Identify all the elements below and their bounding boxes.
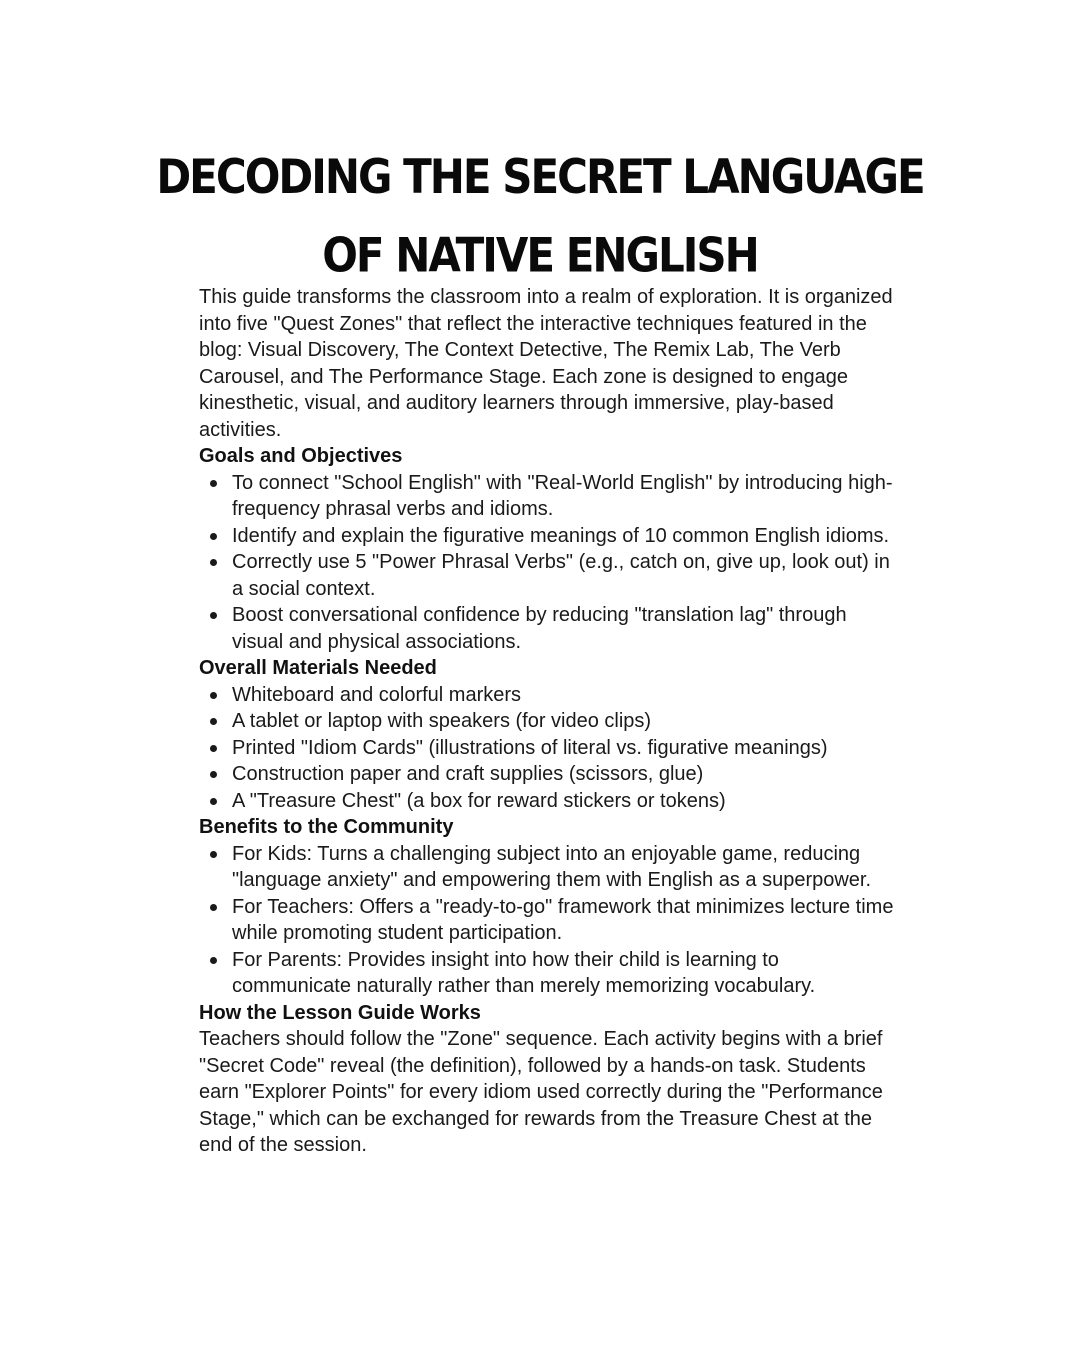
benefit-item: For Teachers: Offers a "ready-to-go" framework that minimizes lecture time while promoting student participation. [232, 894, 899, 947]
page-title-line-1: DECODING THE SECRET LANGUAGE [156, 149, 924, 205]
material-item: Printed "Idiom Cards" (illustrations of literal vs. figurative meanings) [232, 735, 899, 762]
document-body [199, 284, 899, 1159]
material-item: Construction paper and craft supplies (scissors, glue) [232, 761, 899, 788]
benefit-item: For Parents: Provides insight into how their child is learning to communicate naturally rather than merely memorizing vocabulary. [232, 947, 899, 1000]
how-it-works-paragraph: Teachers should follow the "Zone" sequence. Each activity begins with a brief "Secret Code" reveal (the definition), followed by a hands-on task. Students earn "Explorer Points" for every idiom used correctly during the "Performance Stage," which can be exchanged for rewards from the Treasure Chest at the end of the session. [199, 1028, 883, 1156]
benefits-heading: Benefits to the Community [199, 816, 454, 838]
benefit-item: For Kids: Turns a challenging subject into an enjoyable game, reducing "language anxiety" and empowering them with English as a superpower. [232, 841, 899, 894]
page-title [140, 138, 940, 295]
goals-list [199, 470, 899, 656]
goals-heading: Goals and Objectives [199, 445, 403, 467]
benefits-list [199, 841, 899, 1000]
goal-item: Correctly use 5 "Power Phrasal Verbs" (e.g., catch on, give up, look out) in a social context. [232, 549, 899, 602]
material-item: A "Treasure Chest" (a box for reward stickers or tokens) [232, 788, 899, 815]
goal-item: To connect "School English" with "Real-World English" by introducing high-frequency phrasal verbs and idioms. [232, 470, 899, 523]
goal-item: Identify and explain the figurative meanings of 10 common English idioms. [232, 523, 899, 550]
goal-item: Boost conversational confidence by reducing "translation lag" through visual and physical associations. [232, 602, 899, 655]
page-title-line-2: OF NATIVE ENGLISH [322, 227, 758, 283]
how-it-works-heading: How the Lesson Guide Works [199, 1001, 481, 1024]
materials-list [199, 682, 899, 815]
materials-heading: Overall Materials Needed [199, 657, 437, 679]
material-item: A tablet or laptop with speakers (for video clips) [232, 708, 899, 735]
material-item: Whiteboard and colorful markers [232, 682, 899, 709]
intro-paragraph: This guide transforms the classroom into a realm of exploration. It is organized into five "Quest Zones" that reflect the interactive techniques featured in the blog: Visual Discovery, The Context Detective, The Remix Lab, The Verb Carousel, and The Performance Stage. Each zone is designed to engage kinesthetic, visual, and auditory learners through immersive, play-based activities. [199, 286, 893, 441]
